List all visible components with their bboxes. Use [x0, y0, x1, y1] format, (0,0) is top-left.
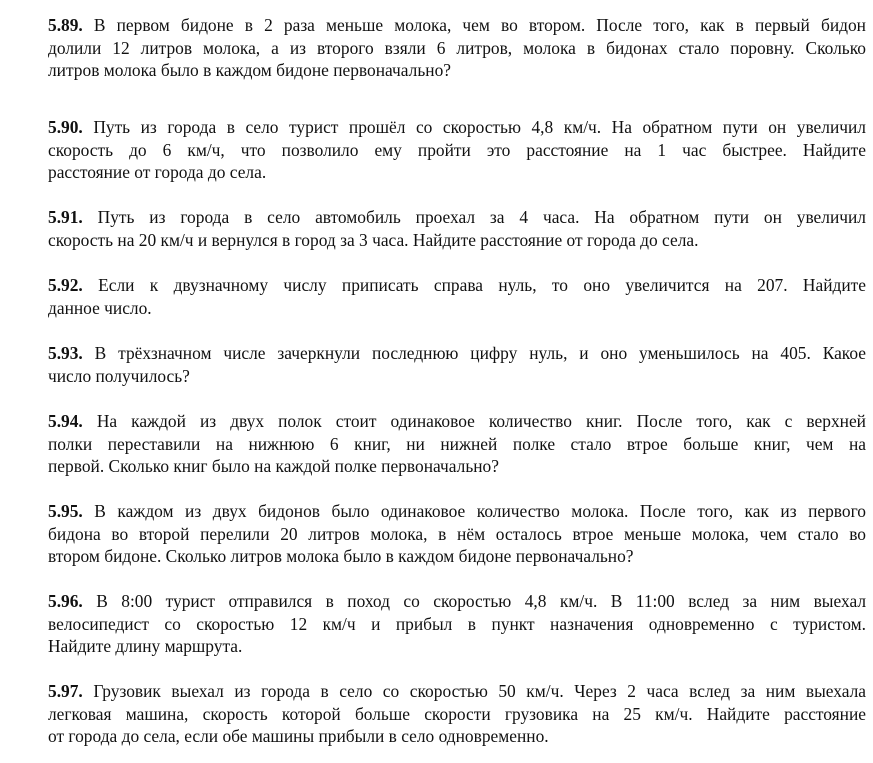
problem-line: [48, 590, 866, 613]
problem-line: расстояние от города до села.: [48, 162, 267, 183]
problem-line: долили 12 литров молока, а из второго взяли 6 литров, молока в бидонах стало поровну. Сколько: [48, 37, 866, 58]
problem-line: [48, 680, 866, 703]
problem-text: В 8:00 турист отправился в поход со скоростью 4,8 км/ч. В 11:00 вслед за ним выехал: [82, 591, 866, 611]
problem-line: [48, 342, 866, 365]
problem-line: скорость на 20 км/ч и вернулся в город за 3 часа. Найдите расстояние от города до села.: [48, 229, 699, 250]
problem-number: 5.89.: [48, 15, 83, 35]
problem-text: В каждом из двух бидонов было одинаковое количество молока. После того, как из первого: [82, 501, 866, 521]
problem-5-90: [48, 116, 866, 184]
problem-line: первой. Сколько книг было на каждой полке первоначально?: [48, 456, 499, 477]
problem-line: велосипедист со скоростью 12 км/ч и прибыл в пункт назначения одновременно с туристом.: [48, 613, 866, 634]
problem-text: Если к двузначному числу приписать справа нуль, то оно увеличится на 207. Найдите: [82, 275, 866, 295]
problem-number: 5.97.: [48, 681, 83, 701]
problem-line: от города до села, если обе машины прибыли в село одновременно.: [48, 726, 549, 747]
problem-text: В трёхзначном числе зачеркнули последнюю цифру нуль, и оно уменьшилось на 405. Какое: [82, 343, 866, 363]
problem-number: 5.92.: [48, 275, 83, 295]
problem-5-92: [48, 274, 866, 319]
problem-5-91: [48, 206, 866, 251]
problem-text: Грузовик выехал из города в село со скоростью 50 км/ч. Через 2 часа вслед за ним выехала: [82, 681, 866, 701]
problem-5-94: [48, 410, 866, 478]
problem-number: 5.94.: [48, 411, 83, 431]
problem-line: легковая машина, скорость которой больше скорости грузовика на 25 км/ч. Найдите расстояние: [48, 703, 866, 724]
problem-line: [48, 14, 866, 37]
problem-line: [48, 206, 866, 229]
problem-line: скорость до 6 км/ч, что позволило ему пройти это расстояние на 1 час быстрее. Найдите: [48, 139, 866, 160]
problem-5-95: [48, 500, 866, 568]
problem-text: Путь из города в село турист прошёл со скоростью 4,8 км/ч. На обратном пути он увеличил: [82, 117, 866, 137]
problem-line: число получилось?: [48, 365, 190, 386]
problem-line: бидона во второй перелили 20 литров молока, в нём осталось втрое меньше молока, чем стало во: [48, 523, 866, 544]
problem-number: 5.90.: [48, 117, 83, 137]
problem-text: В первом бидоне в 2 раза меньше молока, чем во втором. После того, как в первый бидон: [82, 15, 866, 35]
problem-5-93: [48, 342, 866, 387]
problem-line: [48, 274, 866, 297]
problem-text: Путь из города в село автомобиль проехал за 4 часа. На обратном пути он увеличил: [82, 207, 866, 227]
problem-number: 5.96.: [48, 591, 83, 611]
problem-5-89: [48, 14, 866, 82]
problem-5-97: [48, 680, 866, 748]
problem-line: втором бидоне. Сколько литров молока было в каждом бидоне первоначально?: [48, 546, 634, 567]
problem-line: полки переставили на нижнюю 6 книг, ни нижней полке стало втрое больше книг, чем на: [48, 433, 866, 454]
problem-text: На каждой из двух полок стоит одинаковое количество книг. После того, как с верхней: [82, 411, 866, 431]
problem-line: Найдите длину маршрута.: [48, 636, 243, 657]
problem-line: [48, 116, 866, 139]
problem-line: данное число.: [48, 297, 152, 318]
problem-number: 5.91.: [48, 207, 83, 227]
problem-line: [48, 500, 866, 523]
problem-line: литров молока было в каждом бидоне первоначально?: [48, 60, 451, 81]
problem-number: 5.93.: [48, 343, 83, 363]
problem-line: [48, 410, 866, 433]
problem-number: 5.95.: [48, 501, 83, 521]
problem-5-96: [48, 590, 866, 658]
